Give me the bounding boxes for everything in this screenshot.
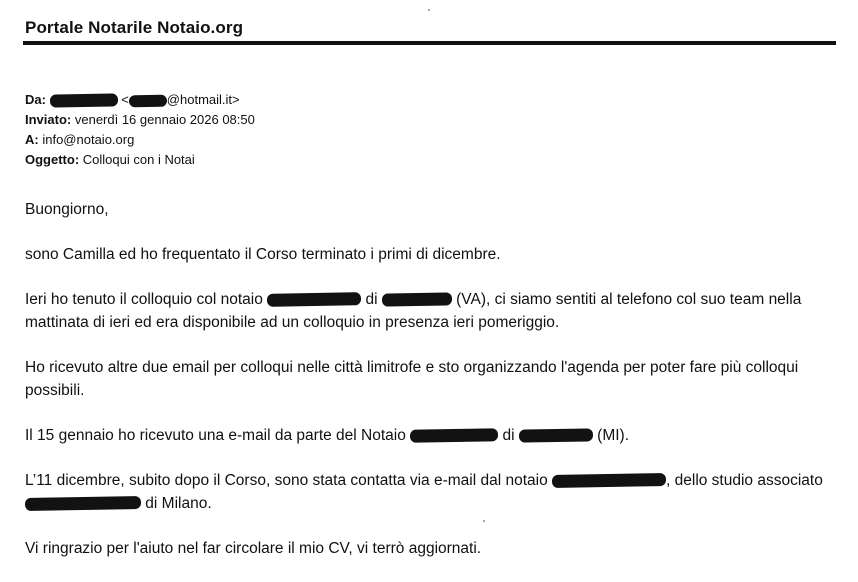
from-domain: @hotmail.it> [166, 92, 240, 107]
subject-line [25, 150, 255, 170]
sent-value: venerdì 16 gennaio 2026 08:50 [74, 112, 255, 127]
paragraph-5 [25, 469, 845, 515]
scan-speck [483, 520, 485, 522]
redacted-studio-name [25, 496, 141, 511]
scan-speck [428, 9, 430, 11]
redacted-town [382, 293, 452, 307]
from-line [25, 90, 255, 110]
paragraph-2-part-a: Ieri ho tenuto il colloquio col notaio [25, 291, 268, 308]
to-label: A: [25, 132, 39, 147]
redacted-town-2 [519, 429, 593, 443]
subject-label: Oggetto: [25, 152, 80, 167]
subject-value: Colloqui con i Notai [82, 152, 195, 167]
paragraph-2-part-b: di [361, 291, 382, 308]
to-line [25, 130, 255, 150]
greeting: Buongiorno, [25, 201, 109, 218]
paragraph-4-part-b: di [498, 427, 519, 444]
paragraph-2-part-c: (VA), ci siamo sentiti al telefono col suo team nella mattinata di ieri ed era disponibile ad un colloquio in presenza ieri pomeriggio. [25, 291, 802, 331]
paragraph-4-part-a: Il 15 gennaio ho ricevuto una e-mail da parte del Notaio [25, 427, 411, 444]
portal-title: Portale Notarile Notaio.org [25, 18, 244, 37]
from-label: Da: [25, 92, 46, 107]
paragraph-6: Vi ringrazio per l'aiuto nel far circolare il mio CV, vi terrò aggiornati. [25, 540, 482, 557]
paragraph-2 [25, 288, 845, 334]
redacted-notary-name [267, 293, 361, 308]
email-body [25, 198, 845, 582]
paragraph-1: sono Camilla ed ho frequentato il Corso terminato i primi di dicembre. [25, 246, 501, 263]
redacted-sender-user [129, 94, 167, 107]
sent-label: Inviato: [25, 112, 72, 127]
paragraph-5-part-a: L’11 dicembre, subito dopo il Corso, sono stata contatta via e-mail dal notaio [25, 472, 553, 489]
to-value: info@notaio.org [42, 132, 135, 147]
sent-line [25, 110, 255, 130]
redacted-notary-name-2 [410, 429, 498, 444]
from-open-bracket: < [121, 92, 129, 107]
header-divider [23, 41, 836, 45]
email-header [25, 90, 255, 170]
paragraph-3: Ho ricevuto altre due email per colloqui nelle città limitrofe e sto organizzando l'agenda per poter fare più colloqui possibili. [25, 359, 799, 399]
paragraph-4-part-c: (MI). [592, 427, 630, 444]
redacted-notary-name-3 [552, 473, 666, 488]
paragraph-5-part-c: di Milano. [141, 495, 212, 512]
paragraph-5-part-b: , dello studio associato [666, 472, 823, 489]
paragraph-4 [25, 424, 845, 447]
redacted-sender-name [49, 93, 117, 107]
